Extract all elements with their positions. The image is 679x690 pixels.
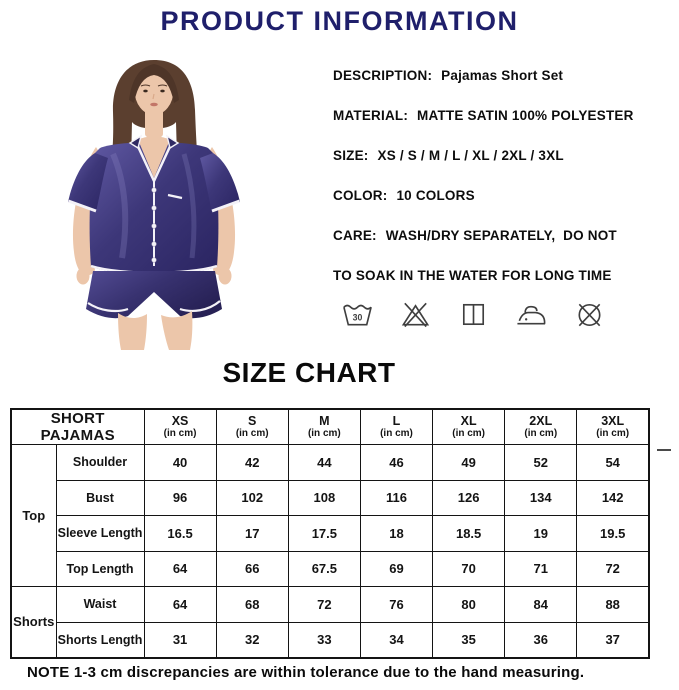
- spec-value: MATTE SATIN 100% POLYESTER: [417, 108, 634, 123]
- measurement-value: 52: [505, 445, 577, 481]
- measurement-value: 33: [288, 622, 360, 658]
- size-unit: (in cm): [380, 428, 413, 440]
- spec-label: CARE:: [333, 228, 377, 243]
- measurement-value: 134: [505, 480, 577, 516]
- spec-line: [333, 188, 679, 228]
- measurement-value: 37: [577, 622, 649, 658]
- spec-value: 10 COLORS: [396, 188, 475, 203]
- size-name: XS: [171, 414, 189, 429]
- wash-temp-label: 30: [352, 312, 363, 323]
- page-title: PRODUCT INFORMATION: [160, 6, 519, 36]
- size-column-header: [216, 409, 288, 445]
- spec-value: Pajamas Short Set: [441, 68, 564, 83]
- product-image: [56, 52, 328, 354]
- button: [152, 206, 157, 211]
- measurement-value: 102: [216, 480, 288, 516]
- table-row: [11, 622, 649, 658]
- size-name: L: [392, 414, 401, 429]
- measurement-value: 49: [433, 445, 505, 481]
- group-header: Shorts: [11, 587, 56, 658]
- product-specs: [333, 68, 679, 308]
- measurement-value: 84: [505, 587, 577, 623]
- measurement-value: 17.5: [288, 516, 360, 552]
- size-column-header: [144, 409, 216, 445]
- right-hand: [219, 268, 232, 285]
- button: [152, 188, 157, 193]
- button: [152, 258, 157, 263]
- size-unit: (in cm): [452, 428, 486, 440]
- tolerance-note: NOTE 1-3 cm discrepancies are within tolerance due to the hand measuring.: [27, 664, 585, 681]
- measurement-label: Sleeve Length: [56, 516, 144, 552]
- spec-line: [333, 108, 679, 148]
- measurement-value: 16.5: [144, 516, 216, 552]
- table-row: [11, 480, 649, 516]
- measurement-label: Waist: [56, 587, 144, 623]
- size-unit: (in cm): [235, 428, 269, 440]
- measurement-value: 116: [360, 480, 432, 516]
- button: [152, 242, 157, 247]
- spec-line: [333, 148, 679, 188]
- measurement-value: 70: [433, 551, 505, 587]
- measurement-value: 72: [577, 551, 649, 587]
- measurement-label: Bust: [56, 480, 144, 516]
- measurement-value: 80: [433, 587, 505, 623]
- measurement-value: 42: [216, 445, 288, 481]
- measurement-value: 67.5: [288, 551, 360, 587]
- iron-icon: [515, 298, 548, 330]
- measurement-label: Shorts Length: [56, 622, 144, 658]
- margin-dash: [657, 449, 671, 451]
- right-leg: [161, 311, 192, 350]
- table-row: [11, 551, 649, 587]
- size-name: 2XL: [529, 414, 553, 429]
- measurement-value: 68: [216, 587, 288, 623]
- care-icons-row: [341, 298, 606, 330]
- spec-line: [333, 68, 679, 108]
- measurement-value: 40: [144, 445, 216, 481]
- measurement-value: 54: [577, 445, 649, 481]
- size-name: 3XL: [601, 414, 625, 429]
- table-row: [11, 445, 649, 481]
- size-column-header: [577, 409, 649, 445]
- spec-value: WASH/DRY SEPARATELY, DO NOT: [385, 228, 617, 243]
- lips: [150, 103, 158, 106]
- group-header: Top: [11, 445, 56, 587]
- drip-dry-icon: [457, 298, 490, 330]
- measurement-label: Top Length: [56, 551, 144, 587]
- measurement-value: 66: [216, 551, 288, 587]
- table-corner-header: SHORT PAJAMAS: [11, 409, 144, 445]
- measurement-value: 32: [216, 622, 288, 658]
- measurement-value: 71: [505, 551, 577, 587]
- size-unit: (in cm): [524, 428, 558, 440]
- do-not-dry-clean-icon: [573, 298, 606, 330]
- measurement-value: 36: [505, 622, 577, 658]
- measurement-value: 126: [433, 480, 505, 516]
- size-column-header: [288, 409, 360, 445]
- measurement-label: Shoulder: [56, 445, 144, 481]
- measurement-value: 18: [360, 516, 432, 552]
- measurement-value: 96: [144, 480, 216, 516]
- table-header-row: [11, 409, 649, 445]
- size-name: S: [248, 414, 257, 429]
- measurement-value: 46: [360, 445, 432, 481]
- table-row: [11, 587, 649, 623]
- eye: [160, 90, 164, 93]
- button: [152, 224, 157, 229]
- left-hand: [77, 268, 90, 285]
- spec-label: DESCRIPTION:: [333, 68, 433, 83]
- spec-label: SIZE:: [333, 148, 369, 163]
- measurement-value: 142: [577, 480, 649, 516]
- spec-label: MATERIAL:: [333, 108, 409, 123]
- measurement-value: 64: [144, 587, 216, 623]
- left-leg: [118, 313, 147, 350]
- size-name: XL: [460, 414, 477, 429]
- wash-at-30-icon: [341, 298, 374, 330]
- measurement-value: 19: [505, 516, 577, 552]
- spec-label: COLOR:: [333, 188, 388, 203]
- measurement-value: 19.5: [577, 516, 649, 552]
- size-column-header: [360, 409, 432, 445]
- size-unit: (in cm): [596, 428, 630, 440]
- measurement-value: 18.5: [433, 516, 505, 552]
- size-chart-heading: SIZE CHART: [222, 357, 396, 388]
- measurement-value: 64: [144, 551, 216, 587]
- spec-line: [333, 228, 679, 268]
- pajama-model-illustration: [56, 52, 328, 354]
- table-row: [11, 516, 649, 552]
- measurement-value: 31: [144, 622, 216, 658]
- size-column-header: [433, 409, 505, 445]
- do-not-bleach-icon: [399, 298, 432, 330]
- measurement-value: 17: [216, 516, 288, 552]
- measurement-value: 35: [433, 622, 505, 658]
- measurement-value: 44: [288, 445, 360, 481]
- size-name: M: [319, 414, 330, 429]
- size-unit: (in cm): [163, 428, 197, 440]
- spec-value: TO SOAK IN THE WATER FOR LONG TIME: [333, 268, 612, 283]
- spec-value: XS / S / M / L / XL / 2XL / 3XL: [377, 148, 564, 163]
- size-column-header: [505, 409, 577, 445]
- measurement-value: 72: [288, 587, 360, 623]
- measurement-value: 69: [360, 551, 432, 587]
- measurement-value: 34: [360, 622, 432, 658]
- measurement-value: 76: [360, 587, 432, 623]
- measurement-value: 108: [288, 480, 360, 516]
- size-unit: (in cm): [307, 428, 341, 440]
- eye: [143, 90, 147, 93]
- size-chart-table: [10, 408, 650, 659]
- measurement-value: 88: [577, 587, 649, 623]
